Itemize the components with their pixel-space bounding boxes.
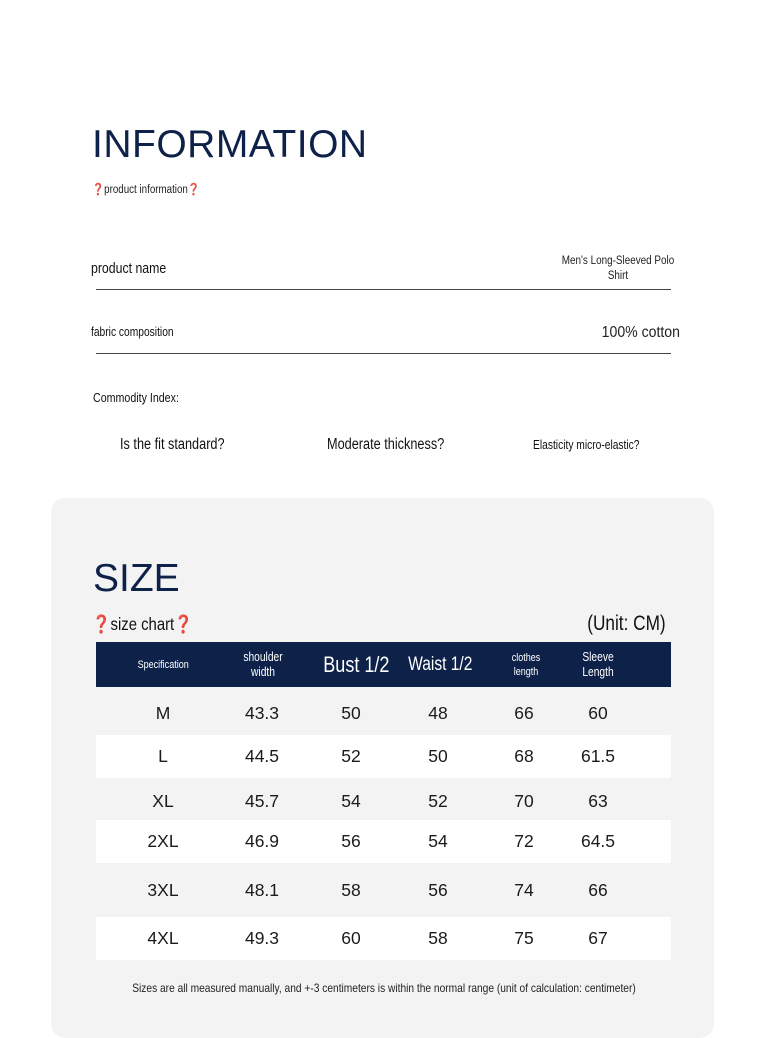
table-row bbox=[96, 780, 671, 823]
fit-question bbox=[120, 436, 248, 454]
information-title: INFORMATION bbox=[92, 123, 368, 166]
information-subtitle: ❓product information❓ bbox=[92, 184, 201, 196]
cell-shoulder: 48.1 bbox=[244, 880, 280, 900]
fabric-composition-divider bbox=[96, 353, 671, 354]
header-sleeve-length-text: Sleeve Length bbox=[582, 649, 614, 679]
cell-length: 75 bbox=[514, 928, 534, 948]
cell-size: XL bbox=[152, 791, 174, 811]
cell-bust: 50 bbox=[341, 703, 361, 723]
cell-length: 66 bbox=[514, 703, 534, 723]
cell-sleeve: 60 bbox=[588, 703, 608, 723]
header-shoulder-width bbox=[230, 642, 296, 687]
header-sleeve-length bbox=[568, 642, 628, 687]
cell-waist: 54 bbox=[428, 831, 448, 851]
cell-length: 74 bbox=[514, 880, 534, 900]
cell-bust: 54 bbox=[341, 791, 361, 811]
cell-length: 72 bbox=[514, 831, 534, 851]
fabric-composition-label bbox=[91, 325, 192, 339]
product-name-divider bbox=[96, 289, 671, 290]
product-name-value: Men's Long-Sleeved Polo Shirt bbox=[561, 255, 675, 282]
commodity-index-label-text: Commodity Index: bbox=[93, 390, 179, 405]
cell-waist: 56 bbox=[428, 880, 448, 900]
size-table bbox=[96, 642, 671, 948]
cell-shoulder: 49.3 bbox=[244, 928, 280, 948]
cell-waist: 58 bbox=[428, 928, 448, 948]
header-specification bbox=[118, 642, 208, 687]
product-name-label bbox=[91, 260, 183, 277]
cell-sleeve: 66 bbox=[588, 880, 608, 900]
cell-length: 70 bbox=[514, 791, 534, 811]
cell-length: 68 bbox=[514, 746, 534, 766]
size-chart-label: ❓size chart❓ bbox=[92, 614, 193, 634]
cell-sleeve: 67 bbox=[588, 928, 608, 948]
header-clothes-length-text: clothes length bbox=[511, 651, 541, 678]
cell-waist: 50 bbox=[428, 746, 448, 766]
cell-waist: 48 bbox=[428, 703, 448, 723]
cell-size: L bbox=[158, 746, 168, 766]
cell-shoulder: 46.9 bbox=[244, 831, 280, 851]
commodity-index-label bbox=[93, 390, 198, 405]
cell-bust: 60 bbox=[341, 928, 361, 948]
header-bust bbox=[306, 642, 406, 687]
cell-sleeve: 63 bbox=[588, 791, 608, 811]
cell-size: 2XL bbox=[147, 831, 179, 851]
product-name-label-text: product name bbox=[91, 260, 167, 277]
cell-size: M bbox=[155, 703, 171, 723]
fabric-composition-value: 100% cotton bbox=[601, 324, 680, 341]
header-specification-text: Specification bbox=[137, 658, 189, 671]
header-waist-text: Waist 1/2 bbox=[407, 653, 473, 675]
header-clothes-length bbox=[500, 642, 552, 687]
cell-shoulder: 45.7 bbox=[244, 791, 280, 811]
table-row bbox=[96, 820, 671, 863]
table-row bbox=[96, 917, 671, 960]
fabric-composition-label-text: fabric composition bbox=[91, 325, 174, 339]
table-row bbox=[96, 692, 671, 735]
thickness-question bbox=[327, 436, 470, 454]
header-bust-text: Bust 1/2 bbox=[322, 651, 390, 677]
size-title: SIZE bbox=[93, 557, 180, 600]
cell-size: 3XL bbox=[147, 880, 179, 900]
table-row bbox=[96, 735, 671, 778]
cell-waist: 52 bbox=[428, 791, 448, 811]
thickness-question-text: Moderate thickness? bbox=[327, 436, 445, 453]
unit-label: (Unit: CM) bbox=[587, 612, 666, 635]
cell-bust: 58 bbox=[341, 880, 361, 900]
header-shoulder-width-text: shoulder width bbox=[243, 649, 283, 679]
cell-shoulder: 44.5 bbox=[244, 746, 280, 766]
elasticity-question-text: Elasticity micro-elastic? bbox=[533, 438, 640, 452]
cell-size: 4XL bbox=[147, 928, 179, 948]
cell-sleeve: 64.5 bbox=[580, 831, 616, 851]
cell-bust: 52 bbox=[341, 746, 361, 766]
cell-sleeve: 61.5 bbox=[580, 746, 616, 766]
cell-bust: 56 bbox=[341, 831, 361, 851]
header-waist bbox=[396, 642, 484, 687]
table-row bbox=[96, 869, 671, 912]
size-table-header bbox=[96, 642, 671, 687]
elasticity-question bbox=[533, 438, 663, 452]
size-footnote: Sizes are all measured manually, and +-3 centimeters is within the normal range (unit of calculation: centimeter) bbox=[132, 981, 636, 995]
cell-shoulder: 43.3 bbox=[244, 703, 280, 723]
fit-question-text: Is the fit standard? bbox=[120, 436, 225, 453]
